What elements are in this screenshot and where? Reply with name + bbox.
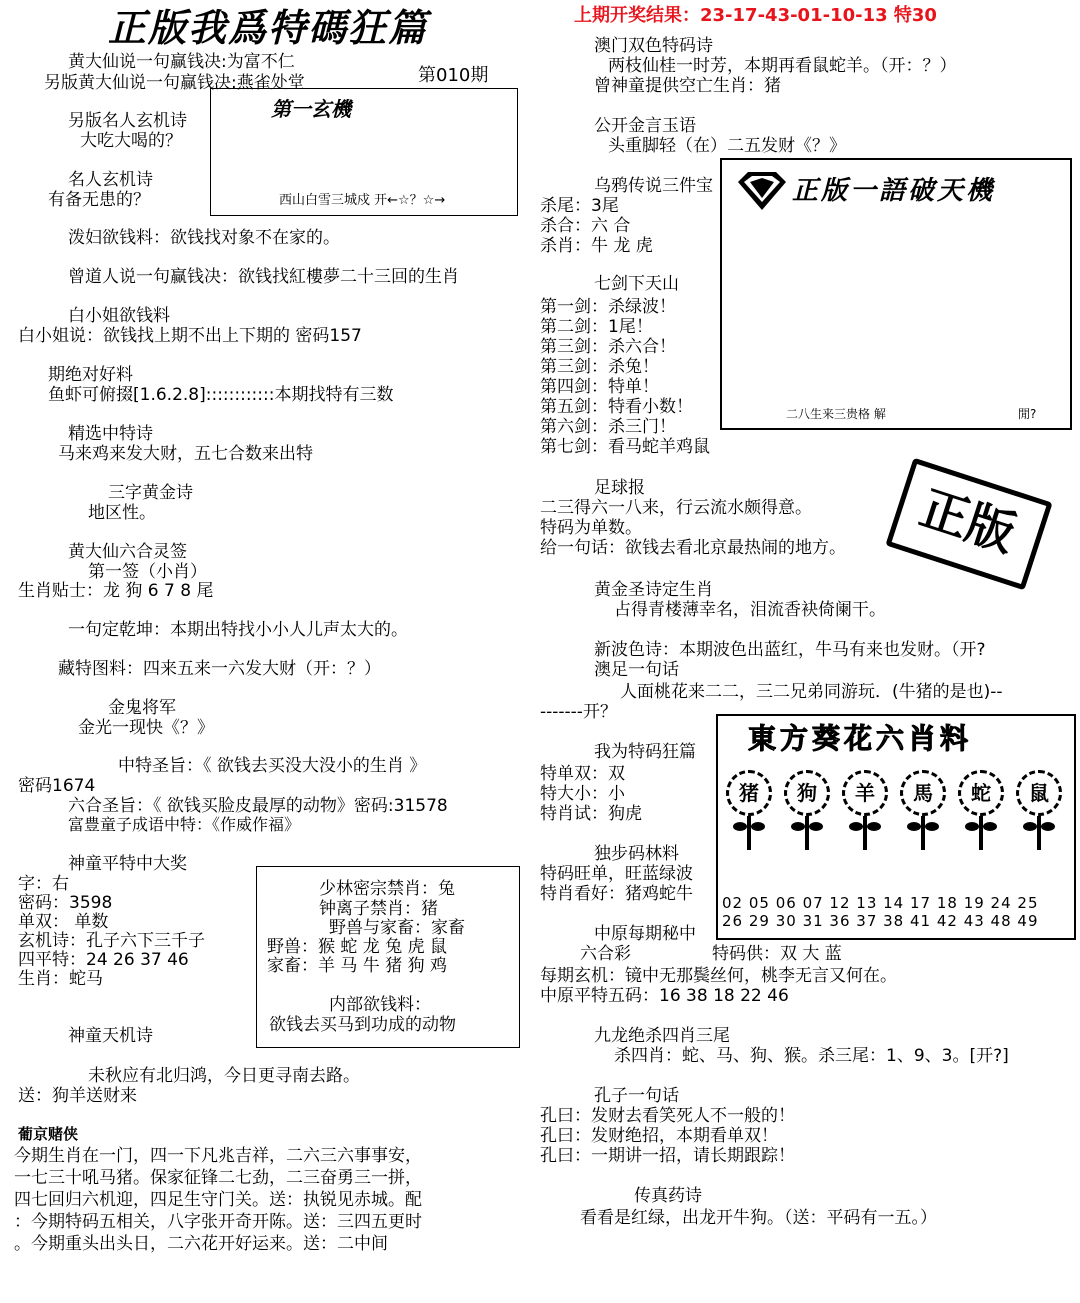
text-line: 六合圣旨：《 欲钱买脸皮最厚的动物》密码:31578 <box>68 796 448 816</box>
text-line: 马来鸡来发大财，五七合数来出特 <box>58 444 313 464</box>
zodiac-animal: 猪 <box>726 770 772 816</box>
text-line: -------开？ <box>540 702 617 722</box>
text-line: 杀尾：3尾 <box>540 196 619 216</box>
text-line: 藏特图料：四来五来一六发大财（开：？） <box>58 659 381 679</box>
text-line: 澳足一句话 <box>594 660 679 680</box>
page-title: 正版我爲特碼狂篇 <box>108 6 429 50</box>
yiyu-box-right: 閒? <box>1018 407 1037 421</box>
text-line: 名人玄机诗 <box>68 170 153 190</box>
text-line: 占得青楼薄幸名，泪流香袂倚阑干。 <box>614 600 886 620</box>
zodiac-animal: 馬 <box>900 770 946 816</box>
text-line: 野兽：猴 蛇 龙 兔 虎 鼠 <box>267 937 448 957</box>
text-line: 看看是红绿，出龙开牛狗。（送：平码有一五。） <box>580 1208 937 1228</box>
text-line: 特码供：双 大 蓝 <box>712 944 842 964</box>
last-result: 上期开奖结果：23-17-43-01-10-13 特30 <box>574 5 937 26</box>
yiyu-box <box>720 158 1072 430</box>
text-line: 今期生肖在一门，四一下凡兆吉祥，二六三六事事安， <box>14 1146 422 1166</box>
sunflower-row <box>720 770 1068 850</box>
text-line: 孔曰：一期讲一招，请长期跟踪！ <box>540 1146 795 1166</box>
text-line: 乌鸦传说三件宝 <box>594 176 713 196</box>
text-line: 一句定乾坤：本期出特找小小人儿声太大的。 <box>68 620 408 640</box>
text-line: 中原每期秘中 <box>594 924 696 944</box>
text-line: 第四剑：特单！ <box>540 377 659 397</box>
text-line: 公开金言玉语 <box>594 116 696 136</box>
text-line: 头重脚轻（在）二五发财《？》 <box>608 136 846 156</box>
text-line: 给一句话：欲钱去看北京最热闹的地方。 <box>540 538 846 558</box>
text-line: 钟离子禁肖：猪 <box>319 899 438 919</box>
text-line: 密码1674 <box>18 776 96 796</box>
text-line: 欲钱去买马到功成的动物 <box>269 1015 456 1035</box>
yiyu-box-text: 二八生来三贵格 解 <box>786 407 886 421</box>
kuihua-numbers-row: 26 29 30 31 36 37 38 41 42 43 48 49 <box>722 912 1039 930</box>
text-line: 两枝仙桂一时芳，本期再看鼠蛇羊。（开：？） <box>608 56 957 76</box>
text-line: 足球报 <box>594 478 645 498</box>
sunflower-icon <box>783 770 831 850</box>
text-line: 第七剑：看马蛇羊鸡鼠 <box>540 437 710 457</box>
text-line: 澳门双色特码诗 <box>594 36 713 56</box>
text-line: 新波色诗：本期波色出蓝红，牛马有来也发财。（开? <box>594 640 986 660</box>
text-line: 少林密宗禁肖：兔 <box>319 879 455 899</box>
text-line: 家畜：羊 马 牛 猪 狗 鸡 <box>267 956 448 976</box>
text-line: 六合彩 <box>580 944 631 964</box>
text-line: 金光一现快《？》 <box>78 718 214 738</box>
text-line: 曾神童提供空亡生肖：猪 <box>594 76 781 96</box>
text-line: 中特圣旨：《 欲钱去买没大没小的生肖 》 <box>118 756 427 776</box>
text-line: 孔子一句话 <box>594 1086 679 1106</box>
text-line: 送：狗羊送财来 <box>18 1086 137 1106</box>
text-line: 特大小：小 <box>540 784 625 804</box>
text-line: 第一签（小肖） <box>88 562 207 582</box>
xuanji-box <box>210 88 518 216</box>
text-line: 特码旺单，旺蓝绿波 <box>540 864 693 884</box>
text-line: 传真药诗 <box>634 1186 702 1206</box>
text-line: 杀四肖：蛇、马、狗、猴。杀三尾：1、9、3。[开?] <box>614 1046 1009 1066</box>
text-line: 未秋应有北归鸿，今日更寻南去路。 <box>88 1066 360 1086</box>
xuanji-box-text: 西山白雪三城戍 开←☆？☆→ <box>279 193 446 208</box>
text-line: 泼妇欲钱料：欲钱找对象不在家的。 <box>68 228 340 248</box>
text-line: 第二剑：1尾！ <box>540 317 653 337</box>
text-line: 另版黄大仙说一句赢钱决:燕雀处堂 <box>44 73 305 93</box>
zhengban-stamp <box>885 458 1052 591</box>
text-line: 密码：3598 <box>18 893 113 913</box>
text-line: 黄金圣诗定生肖 <box>594 580 713 600</box>
text-line: 二三得六一八来，行云流水颇得意。 <box>540 498 812 518</box>
text-line: 人面桃花来二二，三二兄弟同游玩．(牛猪的是也)-- <box>620 682 1003 702</box>
text-line: 单双： 单数 <box>18 912 109 932</box>
text-line: 一七三十吼马猪。保家征锋二七劲，二三奋勇三一拼， <box>14 1168 422 1188</box>
text-line: 特肖看好：猪鸡蛇牛 <box>540 884 693 904</box>
text-line: 杀肖：牛 龙 虎 <box>540 236 653 256</box>
text-line: 独步码林料 <box>594 844 679 864</box>
text-line: 每期玄机：镜中无那鬓丝何，桃李无言又何在。 <box>540 966 897 986</box>
xuanji-box-title: 第一玄機 <box>271 97 351 121</box>
sunflower-icon <box>725 770 773 850</box>
diamond-icon <box>734 168 790 214</box>
text-line: 第三剑：杀六合！ <box>540 337 676 357</box>
zodiac-animal: 羊 <box>842 770 888 816</box>
zodiac-animal: 鼠 <box>1016 770 1062 816</box>
text-line: 第五剑：特看小数！ <box>540 397 693 417</box>
text-line: 生肖：蛇马 <box>18 969 103 989</box>
text-line: 第六剑：杀三门！ <box>540 417 676 437</box>
text-line: 我为特码狂篇 <box>594 742 696 762</box>
text-line: 野兽与家畜：家畜 <box>329 918 465 938</box>
text-line: 孔曰：发财去看笑死人不一般的！ <box>540 1106 795 1126</box>
sunflower-icon <box>1015 770 1063 850</box>
text-line: 中原平特五码：16 38 18 22 46 <box>540 986 789 1006</box>
text-line: 特码为单数。 <box>540 518 642 538</box>
text-line: 第三剑：杀兔！ <box>540 357 659 377</box>
sunflower-icon <box>841 770 889 850</box>
text-line: 另版名人玄机诗 <box>68 111 187 131</box>
text-line: 三字黄金诗 <box>108 483 193 503</box>
text-line: 神童天机诗 <box>68 1026 153 1046</box>
zodiac-animal: 狗 <box>784 770 830 816</box>
text-line: 白小姐说：欲钱找上期不出上下期的 密码157 <box>18 326 362 346</box>
text-line: 字：右 <box>18 874 69 894</box>
text-line: 特肖试：狗虎 <box>540 804 642 824</box>
sunflower-icon <box>899 770 947 850</box>
text-line: 黄大仙六合灵签 <box>68 542 187 562</box>
text-line: ：今期特码五相关，八字张开奇开陈。送：三四五更时 <box>14 1212 422 1232</box>
text-line: 。今期重头出头日，二六花开好运来。送：二中间 <box>14 1234 388 1254</box>
text-line: 神童平特中大奖 <box>68 854 187 874</box>
text-line: 地区性。 <box>88 503 156 523</box>
text-line: 四平特：24 26 37 46 <box>18 950 189 970</box>
text-line: 杀合：六 合 <box>540 216 631 236</box>
text-line: 葡京赌侠 <box>18 1125 79 1143</box>
yiyu-box-title: 正版一語破天機 <box>792 176 996 206</box>
shaolin-box <box>256 866 520 1048</box>
text-line: 白小姐欲钱料 <box>68 306 170 326</box>
text-line: 大吃大喝的？ <box>80 131 182 151</box>
sunflower-icon <box>957 770 1005 850</box>
text-line: 金鬼将军 <box>108 698 176 718</box>
text-line: 内部欲钱料： <box>329 995 431 1015</box>
text-line: 第一剑：杀绿波！ <box>540 297 676 317</box>
text-line: 黄大仙说一句赢钱决:为富不仁 <box>68 52 295 72</box>
text-line: 有备无患的？ <box>48 190 150 210</box>
text-line: 玄机诗：孔子六下三千子 <box>18 931 205 951</box>
text-line: 富豊童子成语中特：《作威作福》 <box>68 815 301 834</box>
zodiac-animal: 蛇 <box>958 770 1004 816</box>
text-line: 四七回归六机迎，四足生守门关。送：执锐见赤城。配 <box>14 1190 422 1210</box>
text-line: 九龙绝杀四肖三尾 <box>594 1026 730 1046</box>
issue-number: 第010期 <box>418 65 489 86</box>
text-line: 七剑下天山 <box>594 274 679 294</box>
text-line: 生肖贴士：龙 狗 6 7 8 尾 <box>18 581 214 601</box>
text-line: 鱼虾可俯掇[1.6.2.8]::::::::::::本期找特有三数 <box>48 385 394 405</box>
text-line: 精选中特诗 <box>68 424 153 444</box>
text-line: 期绝对好料 <box>48 365 133 385</box>
text-line: 孔曰：发财绝招，本期看单双！ <box>540 1126 778 1146</box>
text-line: 特单双：双 <box>540 764 625 784</box>
stamp-text: 正版 <box>913 480 1023 563</box>
kuihua-numbers-row: 02 05 06 07 12 13 14 17 18 19 24 25 <box>722 894 1039 912</box>
kuihua-title: 東方葵花六肖料 <box>748 722 973 755</box>
text-line: 曾道人说一句赢钱决：欲钱找紅樓夢二十三回的生肖 <box>68 267 459 287</box>
